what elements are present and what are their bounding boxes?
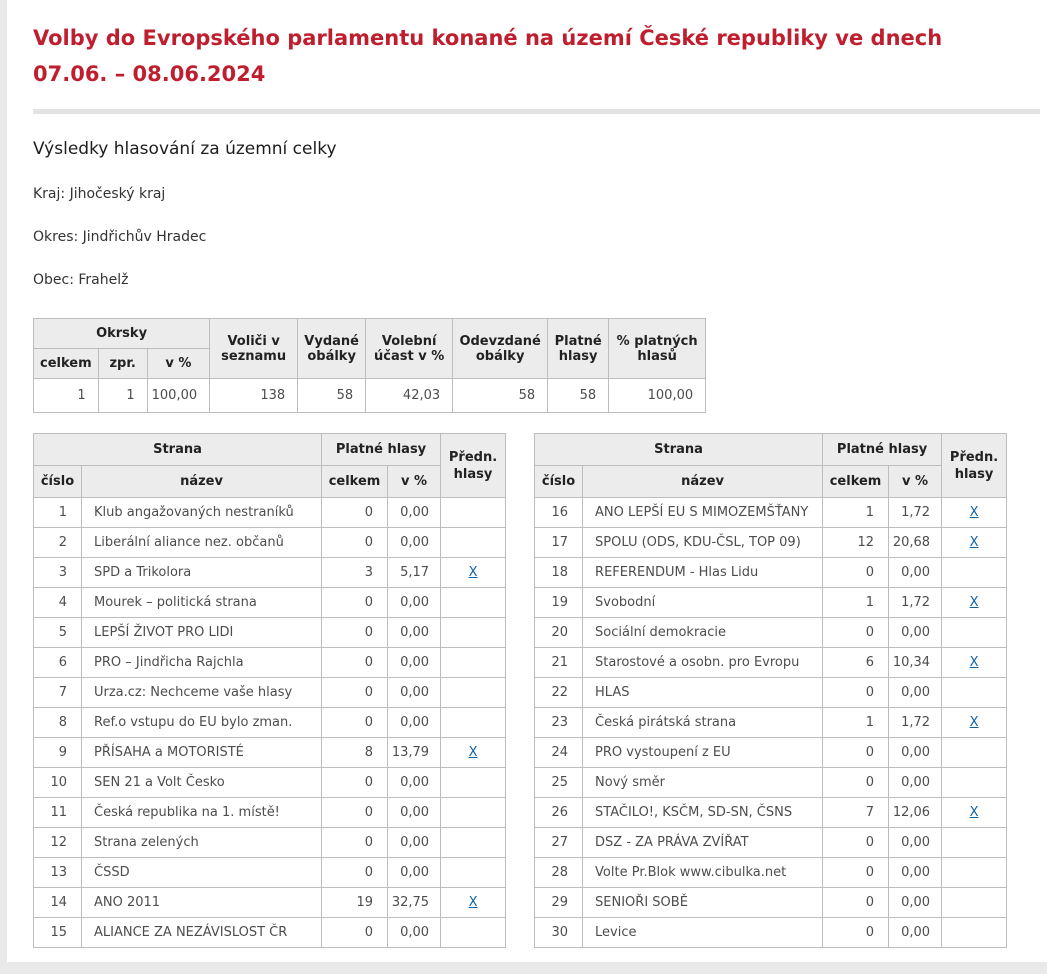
- party-votes-pct: 0,00: [388, 528, 441, 558]
- party-header-predn-hlasy: [441, 434, 506, 498]
- pref-votes-cell: [441, 828, 506, 858]
- party-number: 28: [535, 858, 583, 888]
- summary-header-volici: Voliči v seznamu: [210, 319, 298, 379]
- pref-votes-cell: [942, 618, 1007, 648]
- party-votes-total: 0: [823, 618, 889, 648]
- party-number: 10: [34, 768, 82, 798]
- pref-votes-cell: [942, 918, 1007, 948]
- party-votes-total: 3: [322, 558, 388, 588]
- party-votes-total: 0: [322, 678, 388, 708]
- party-number: 29: [535, 888, 583, 918]
- party-votes-pct: 1,72: [889, 708, 942, 738]
- party-row: [535, 738, 1007, 768]
- region-obec: Obec: Frahelž: [33, 272, 129, 288]
- party-votes-total: 6: [823, 648, 889, 678]
- party-votes-total: 1: [823, 498, 889, 528]
- summary-header-okrsky: Okrsky: [34, 319, 210, 349]
- party-row: [34, 618, 506, 648]
- party-row: [535, 768, 1007, 798]
- party-number: 25: [535, 768, 583, 798]
- party-header-strana: Strana: [535, 434, 823, 466]
- party-votes-pct: 0,00: [889, 768, 942, 798]
- party-votes-pct: 0,00: [388, 708, 441, 738]
- party-votes-total: 12: [823, 528, 889, 558]
- party-votes-pct: 1,72: [889, 498, 942, 528]
- party-row: [34, 738, 506, 768]
- party-votes-total: 1: [823, 588, 889, 618]
- predn-line1: Předn.: [949, 449, 999, 465]
- party-votes-pct: 0,00: [388, 798, 441, 828]
- party-row: [34, 588, 506, 618]
- party-name: Svobodní: [583, 588, 823, 618]
- pref-votes-cell: [942, 738, 1007, 768]
- party-votes-pct: 1,72: [889, 588, 942, 618]
- party-name: Levice: [583, 918, 823, 948]
- party-votes-total: 0: [322, 768, 388, 798]
- party-number: 16: [535, 498, 583, 528]
- summary-platne: 58: [548, 379, 609, 413]
- summary-data-row: [34, 379, 706, 413]
- party-header-v-pct: v %: [388, 466, 441, 498]
- party-votes-total: 0: [823, 768, 889, 798]
- pref-votes-cell: [441, 648, 506, 678]
- party-votes-total: 0: [322, 798, 388, 828]
- summary-header-pct-platnych: % platných hlasů: [609, 319, 706, 379]
- party-name: SPOLU (ODS, KDU-ČSL, TOP 09): [583, 528, 823, 558]
- party-number: 1: [34, 498, 82, 528]
- party-votes-pct: 10,34: [889, 648, 942, 678]
- preferential-votes-link[interactable]: X: [468, 895, 478, 910]
- party-votes-total: 1: [823, 708, 889, 738]
- pref-votes-cell: [441, 918, 506, 948]
- title-divider: [33, 109, 1040, 114]
- party-header-cislo: číslo: [535, 466, 583, 498]
- party-number: 17: [535, 528, 583, 558]
- party-name: Česká republika na 1. místě!: [82, 798, 322, 828]
- pref-votes-cell: [942, 798, 1007, 828]
- party-votes-pct: 0,00: [889, 738, 942, 768]
- party-number: 27: [535, 828, 583, 858]
- party-row: [535, 918, 1007, 948]
- party-name: Volte Pr.Blok www.cibulka.net: [583, 858, 823, 888]
- pref-votes-cell: [942, 648, 1007, 678]
- party-row: [535, 798, 1007, 828]
- party-number: 18: [535, 558, 583, 588]
- party-votes-pct: 0,00: [388, 858, 441, 888]
- party-votes-total: 0: [823, 828, 889, 858]
- party-votes-total: 0: [823, 918, 889, 948]
- party-name: SENIOŘI SOBĚ: [583, 888, 823, 918]
- party-votes-pct: 0,00: [388, 618, 441, 648]
- party-row: [34, 708, 506, 738]
- party-votes-pct: 0,00: [889, 678, 942, 708]
- party-number: 7: [34, 678, 82, 708]
- section-heading: Výsledky hlasování za územní celky: [33, 139, 337, 159]
- party-row: [535, 498, 1007, 528]
- party-number: 13: [34, 858, 82, 888]
- summary-ucast: 42,03: [366, 379, 453, 413]
- pref-votes-cell: [942, 498, 1007, 528]
- pref-votes-cell: [441, 798, 506, 828]
- party-header-v-pct: v %: [889, 466, 942, 498]
- party-header-nazev: název: [82, 466, 322, 498]
- party-row: [34, 918, 506, 948]
- party-name: Klub angažovaných nestraníků: [82, 498, 322, 528]
- pref-votes-cell: [942, 708, 1007, 738]
- party-name: SPD a Trikolora: [82, 558, 322, 588]
- pref-votes-cell: [441, 858, 506, 888]
- party-name: Nový směr: [583, 768, 823, 798]
- party-votes-total: 0: [322, 708, 388, 738]
- party-row: [34, 768, 506, 798]
- party-votes-pct: 13,79: [388, 738, 441, 768]
- party-number: 2: [34, 528, 82, 558]
- party-number: 21: [535, 648, 583, 678]
- party-votes-pct: 0,00: [889, 618, 942, 648]
- pref-votes-cell: [441, 888, 506, 918]
- predn-line2: hlasy: [954, 466, 994, 482]
- pref-votes-cell: [441, 528, 506, 558]
- pref-votes-cell: [441, 588, 506, 618]
- preferential-votes-link[interactable]: X: [969, 805, 979, 820]
- party-votes-total: 0: [322, 528, 388, 558]
- party-name: STAČILO!, KSČM, SD-SN, ČSNS: [583, 798, 823, 828]
- party-row: [34, 648, 506, 678]
- pref-votes-cell: [942, 588, 1007, 618]
- party-votes-pct: 0,00: [889, 558, 942, 588]
- party-name: PRO – Jindřicha Rajchla: [82, 648, 322, 678]
- region-kraj: Kraj: Jihočeský kraj: [33, 186, 166, 202]
- party-votes-total: 0: [322, 618, 388, 648]
- page-title: Volby do Evropského parlamentu konané na území České republiky ve dnech 07.06. – 08.06.2024: [33, 26, 943, 86]
- party-number: 9: [34, 738, 82, 768]
- region-okres: Okres: Jindřichův Hradec: [33, 229, 207, 245]
- party-votes-total: 0: [823, 858, 889, 888]
- party-row: [535, 618, 1007, 648]
- party-votes-pct: 5,17: [388, 558, 441, 588]
- party-name: Mourek – politická strana: [82, 588, 322, 618]
- party-name: SEN 21 a Volt Česko: [82, 768, 322, 798]
- pref-votes-cell: [441, 498, 506, 528]
- party-votes-total: 0: [322, 828, 388, 858]
- pref-votes-cell: [942, 528, 1007, 558]
- party-number: 26: [535, 798, 583, 828]
- party-name: LEPŠÍ ŽIVOT PRO LIDI: [82, 618, 322, 648]
- preferential-votes-link[interactable]: X: [969, 715, 979, 730]
- party-number: 12: [34, 828, 82, 858]
- party-number: 15: [34, 918, 82, 948]
- party-votes-pct: 12,06: [889, 798, 942, 828]
- summary-header-vydane: Vydané obálky: [298, 319, 366, 379]
- summary-table: [33, 318, 706, 413]
- party-name: Česká pirátská strana: [583, 708, 823, 738]
- pref-votes-cell: [942, 678, 1007, 708]
- party-row: [535, 558, 1007, 588]
- pref-votes-cell: [441, 678, 506, 708]
- party-row: [535, 528, 1007, 558]
- party-name: Sociální demokracie: [583, 618, 823, 648]
- party-number: 19: [535, 588, 583, 618]
- party-name: ANO LEPŠÍ EU S MIMOZEMŠŤANY: [583, 498, 823, 528]
- summary-okrsky-pct: 100,00: [147, 379, 210, 413]
- party-row: [34, 828, 506, 858]
- preferential-votes-link[interactable]: X: [969, 655, 979, 670]
- party-votes-pct: 0,00: [388, 678, 441, 708]
- party-header-nazev: název: [583, 466, 823, 498]
- party-number: 6: [34, 648, 82, 678]
- party-row: [535, 588, 1007, 618]
- party-row: [34, 528, 506, 558]
- party-votes-pct: 0,00: [889, 918, 942, 948]
- party-name: PŘÍSAHA a MOTORISTÉ: [82, 738, 322, 768]
- party-votes-pct: 0,00: [388, 768, 441, 798]
- party-name: Urza.cz: Nechceme vaše hlasy: [82, 678, 322, 708]
- summary-okrsky-celkem: 1: [34, 379, 99, 413]
- party-name: ALIANCE ZA NEZÁVISLOST ČR: [82, 918, 322, 948]
- party-row: [535, 648, 1007, 678]
- party-votes-pct: 0,00: [889, 858, 942, 888]
- pref-votes-cell: [942, 768, 1007, 798]
- party-number: 4: [34, 588, 82, 618]
- party-header-platne-hlasy: Platné hlasy: [322, 434, 441, 466]
- party-votes-pct: 0,00: [388, 918, 441, 948]
- party-header-celkem: celkem: [322, 466, 388, 498]
- party-name: REFERENDUM - Hlas Lidu: [583, 558, 823, 588]
- party-name: HLAS: [583, 678, 823, 708]
- party-name: ČSSD: [82, 858, 322, 888]
- party-header-strana: Strana: [34, 434, 322, 466]
- pref-votes-cell: [441, 618, 506, 648]
- party-votes-total: 0: [322, 588, 388, 618]
- pref-votes-cell: [942, 828, 1007, 858]
- party-name: Strana zelených: [82, 828, 322, 858]
- pref-votes-cell: [441, 558, 506, 588]
- party-header-cislo: číslo: [34, 466, 82, 498]
- party-row: [34, 888, 506, 918]
- party-votes-pct: 20,68: [889, 528, 942, 558]
- content-panel: [7, 0, 1047, 962]
- party-number: 20: [535, 618, 583, 648]
- party-table-left: [33, 433, 506, 948]
- party-votes-total: 0: [823, 678, 889, 708]
- party-tables-row: [33, 433, 1047, 948]
- preferential-votes-link[interactable]: X: [468, 565, 478, 580]
- party-row: [535, 678, 1007, 708]
- party-number: 11: [34, 798, 82, 828]
- party-name: PRO vystoupení z EU: [583, 738, 823, 768]
- predn-line2: hlasy: [453, 466, 493, 482]
- party-row: [535, 888, 1007, 918]
- party-name: Liberální aliance nez. občanů: [82, 528, 322, 558]
- pref-votes-cell: [942, 558, 1007, 588]
- party-table-right: [534, 433, 1007, 948]
- pref-votes-cell: [441, 708, 506, 738]
- party-header-celkem: celkem: [823, 466, 889, 498]
- party-header-predn-hlasy: [942, 434, 1007, 498]
- party-number: 5: [34, 618, 82, 648]
- summary-pct-platnych: 100,00: [609, 379, 706, 413]
- party-name: DSZ - ZA PRÁVA ZVÍŘAT: [583, 828, 823, 858]
- party-number: 3: [34, 558, 82, 588]
- party-name: ANO 2011: [82, 888, 322, 918]
- pref-votes-cell: [942, 858, 1007, 888]
- party-row: [34, 498, 506, 528]
- party-name: Ref.o vstupu do EU bylo zman.: [82, 708, 322, 738]
- party-votes-pct: 0,00: [388, 828, 441, 858]
- party-header-platne-hlasy: Platné hlasy: [823, 434, 942, 466]
- summary-header-ucast: Volební účast v %: [366, 319, 453, 379]
- party-votes-pct: 32,75: [388, 888, 441, 918]
- party-votes-pct: 0,00: [388, 588, 441, 618]
- party-number: 8: [34, 708, 82, 738]
- party-votes-total: 7: [823, 798, 889, 828]
- party-votes-total: 19: [322, 888, 388, 918]
- summary-odevzdane: 58: [453, 379, 548, 413]
- preferential-votes-link[interactable]: X: [969, 535, 979, 550]
- party-votes-total: 0: [823, 888, 889, 918]
- party-votes-total: 0: [322, 918, 388, 948]
- summary-volici: 138: [210, 379, 298, 413]
- preferential-votes-link[interactable]: X: [468, 745, 478, 760]
- party-number: 14: [34, 888, 82, 918]
- summary-header-platne: Platné hlasy: [548, 319, 609, 379]
- party-votes-total: 0: [823, 738, 889, 768]
- party-votes-pct: 0,00: [388, 498, 441, 528]
- pref-votes-cell: [942, 888, 1007, 918]
- party-votes-total: 0: [823, 558, 889, 588]
- summary-vydane: 58: [298, 379, 366, 413]
- preferential-votes-link[interactable]: X: [969, 505, 979, 520]
- party-name: Starostové a osobn. pro Evropu: [583, 648, 823, 678]
- predn-line1: Předn.: [448, 449, 498, 465]
- summary-header-okrsky-zpr: zpr.: [98, 349, 147, 379]
- summary-header-okrsky-celkem: celkem: [34, 349, 99, 379]
- party-row: [34, 678, 506, 708]
- pref-votes-cell: [441, 768, 506, 798]
- party-row: [535, 708, 1007, 738]
- party-row: [535, 858, 1007, 888]
- party-votes-total: 0: [322, 498, 388, 528]
- party-number: 24: [535, 738, 583, 768]
- party-row: [34, 858, 506, 888]
- party-row: [34, 798, 506, 828]
- party-votes-pct: 0,00: [889, 828, 942, 858]
- summary-header-odevzdane: Odevzdané obálky: [453, 319, 548, 379]
- pref-votes-cell: [441, 738, 506, 768]
- party-votes-pct: 0,00: [889, 888, 942, 918]
- party-votes-total: 8: [322, 738, 388, 768]
- party-row: [34, 558, 506, 588]
- preferential-votes-link[interactable]: X: [969, 595, 979, 610]
- party-number: 30: [535, 918, 583, 948]
- party-number: 23: [535, 708, 583, 738]
- party-votes-total: 0: [322, 858, 388, 888]
- party-row: [535, 828, 1007, 858]
- summary-header-okrsky-pct: v %: [147, 349, 210, 379]
- party-votes-total: 0: [322, 648, 388, 678]
- party-number: 22: [535, 678, 583, 708]
- summary-okrsky-zpr: 1: [98, 379, 147, 413]
- party-votes-pct: 0,00: [388, 648, 441, 678]
